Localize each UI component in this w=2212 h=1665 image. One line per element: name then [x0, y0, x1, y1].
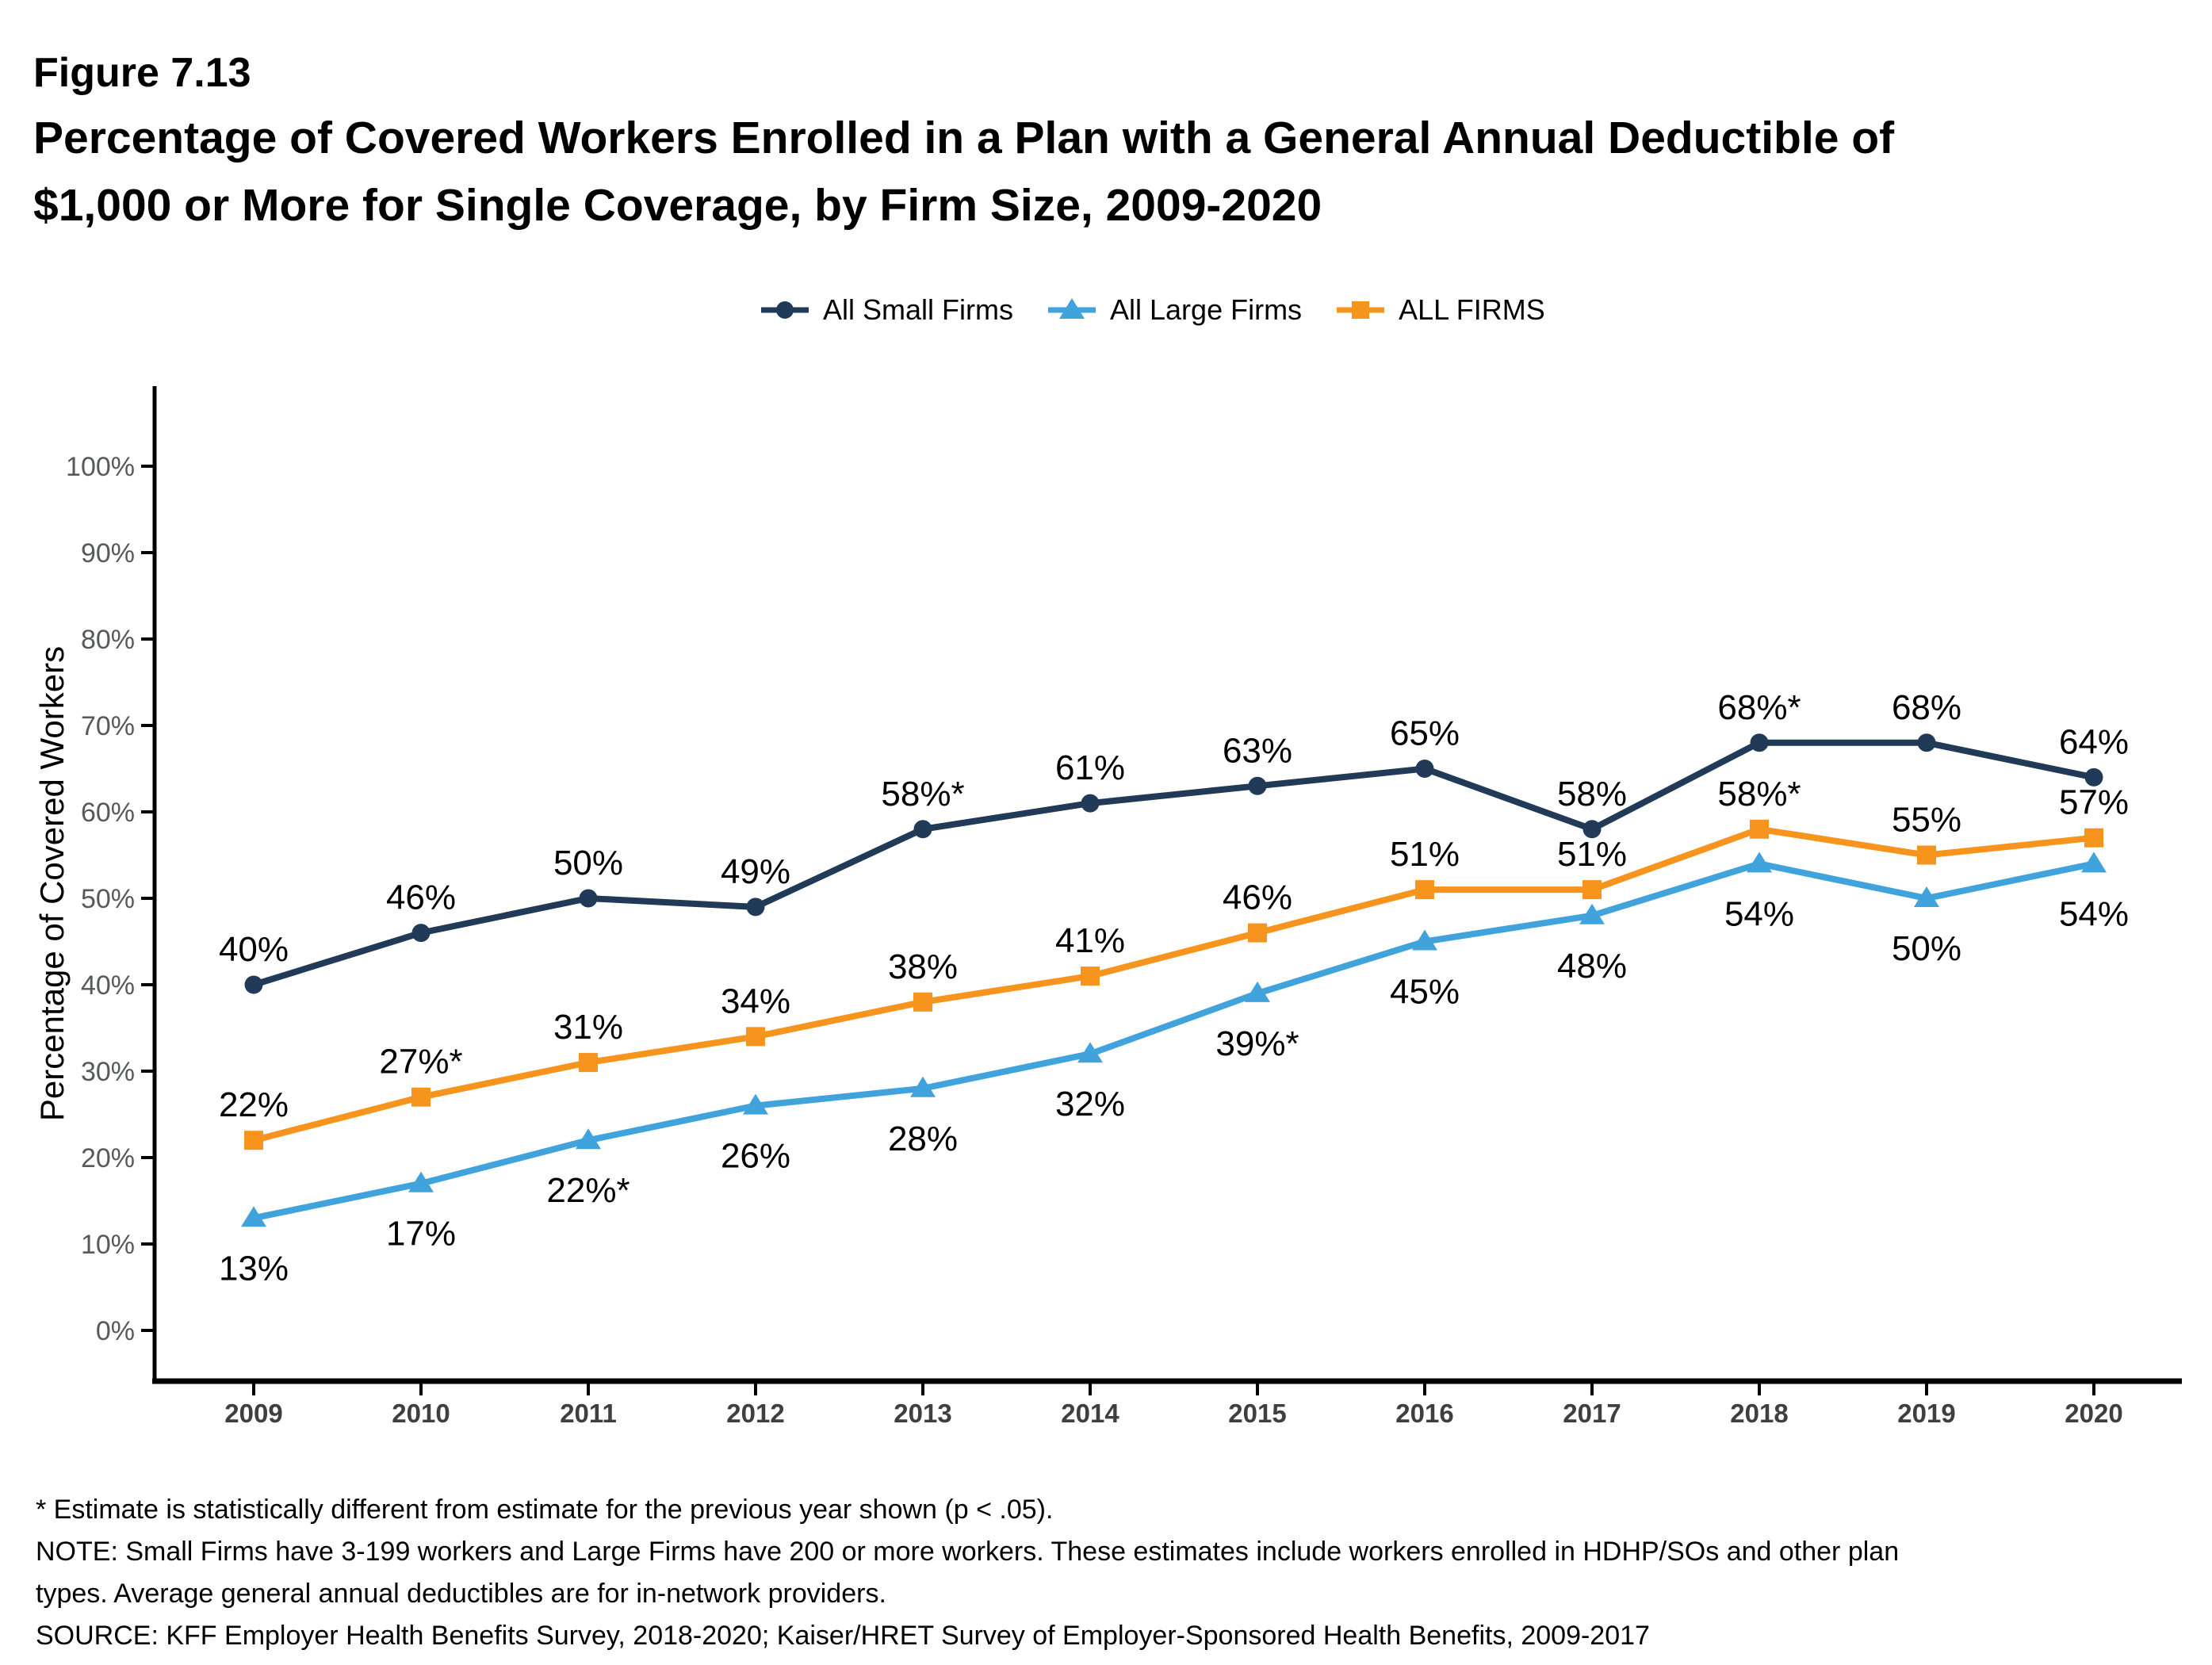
series-labels — [219, 775, 2129, 1124]
data-point-label: 50% — [1891, 929, 1962, 968]
data-point-label: 49% — [720, 852, 791, 891]
data-point-marker — [914, 820, 932, 838]
data-point-label: 68%* — [1717, 687, 1801, 727]
footnotes — [36, 1489, 1899, 1657]
x-tick-label: 2020 — [2065, 1399, 2123, 1428]
asterisk-note: * Estimate is statistically different from estimate for the previous year shown (p < .05). — [36, 1495, 1054, 1525]
data-point-label: 61% — [1054, 748, 1126, 788]
series-labels — [219, 688, 2129, 969]
data-point-label: 26% — [720, 1136, 791, 1176]
legend-label: All Large Firms — [1110, 293, 1303, 326]
x-tick-label: 2013 — [894, 1399, 952, 1428]
data-point-marker — [1249, 777, 1267, 795]
data-point-label: 40% — [218, 930, 289, 969]
x-tick-label: 2010 — [392, 1399, 450, 1428]
data-point-label: 22% — [218, 1085, 289, 1125]
data-point-marker — [1751, 733, 1769, 752]
data-point-label: 63% — [1222, 731, 1293, 771]
data-point-label: 28% — [887, 1119, 959, 1158]
source-note: SOURCE: KFF Employer Health Benefits Survey, 2018-2020; Kaiser/HRET Survey of Employer-Sponsored Health Benefits, 2009-2017 — [36, 1621, 1650, 1651]
data-point-label: 34% — [720, 982, 791, 1021]
series-all-firms — [244, 820, 2103, 1150]
data-point-label: 54% — [2058, 894, 2130, 934]
data-point-marker — [1917, 846, 1936, 865]
data-point-marker — [1918, 733, 1936, 752]
x-tick-label: 2018 — [1730, 1399, 1789, 1428]
data-point-label: 41% — [1054, 921, 1126, 961]
data-point-marker — [1081, 794, 1100, 813]
note-line-1: NOTE: Small Firms have 3-199 workers and Large Firms have 200 or more workers. These estimates include workers enrolled in HDHP/SOs and other plan — [36, 1537, 1900, 1567]
x-tick-label: 2009 — [224, 1399, 283, 1428]
data-point-label: 38% — [887, 947, 959, 986]
data-point-marker — [1747, 852, 1772, 872]
data-point-marker — [747, 898, 765, 916]
figure-label: Figure 7.13 — [33, 50, 251, 96]
data-point-label: 32% — [1054, 1085, 1126, 1124]
data-point-label: 31% — [553, 1008, 624, 1047]
y-tick-label: 10% — [80, 1230, 135, 1260]
data-point-marker — [1750, 820, 1769, 839]
data-point-marker — [2081, 852, 2107, 872]
x-tick-label: 2017 — [1563, 1399, 1621, 1428]
data-point-marker — [412, 924, 431, 942]
data-point-label: 64% — [2058, 722, 2130, 762]
data-point-label: 46% — [1222, 878, 1293, 917]
data-point-marker — [579, 1053, 598, 1072]
y-tick-label: 30% — [80, 1057, 135, 1087]
series-line — [254, 743, 2094, 985]
data-point-label: 17% — [385, 1214, 457, 1254]
x-tick-label: 2011 — [560, 1399, 617, 1428]
y-axis-title: Percentage of Covered Workers — [33, 645, 71, 1122]
data-point-label: 55% — [1891, 800, 1962, 840]
data-point-label: 13% — [218, 1249, 289, 1288]
x-tick-label: 2016 — [1395, 1399, 1454, 1428]
y-tick-label: 70% — [80, 711, 135, 741]
data-point-marker — [580, 890, 598, 908]
y-axis — [33, 386, 155, 1381]
data-point-marker — [1081, 966, 1100, 986]
y-tick-label: 100% — [66, 452, 135, 482]
data-point-label: 51% — [1556, 835, 1628, 875]
data-point-label: 46% — [385, 878, 457, 917]
data-point-marker — [245, 976, 263, 994]
y-tick-label: 80% — [80, 625, 135, 655]
data-point-marker — [411, 1088, 431, 1107]
data-point-marker — [1582, 880, 1602, 899]
data-point-label: 27%* — [379, 1042, 463, 1081]
data-point-label: 58%* — [1717, 774, 1801, 813]
data-point-label: 68% — [1891, 687, 1962, 727]
data-point-marker — [1248, 924, 1267, 943]
y-tick-label: 60% — [80, 798, 135, 828]
data-point-marker — [2084, 829, 2103, 848]
data-point-marker — [1415, 880, 1434, 899]
x-tick-label: 2014 — [1061, 1399, 1119, 1428]
figure-title-line-1: Percentage of Covered Workers Enrolled in a Plan with a General Annual Deductible of — [33, 113, 1895, 163]
x-axis — [152, 1381, 2182, 1428]
y-tick-label: 90% — [80, 538, 135, 568]
figure-title-line-2: $1,000 or More for Single Coverage, by Firm Size, 2009-2020 — [33, 180, 1322, 231]
data-point-marker — [1416, 760, 1434, 778]
data-point-label: 58% — [1556, 774, 1628, 813]
x-tick-label: 2019 — [1897, 1399, 1956, 1428]
x-tick-label: 2015 — [1228, 1399, 1287, 1428]
data-point-label: 57% — [2058, 783, 2130, 822]
data-point-marker — [746, 1027, 765, 1046]
series-all-large-firms — [241, 852, 2107, 1227]
y-tick-label: 40% — [80, 970, 135, 1001]
y-tick-label: 0% — [95, 1316, 135, 1346]
data-point-label: 22%* — [546, 1171, 630, 1211]
data-point-label: 65% — [1389, 714, 1460, 753]
y-tick-label: 20% — [80, 1143, 135, 1173]
data-point-label: 58%* — [881, 774, 965, 813]
series-line — [254, 863, 2094, 1218]
data-point-label: 54% — [1724, 894, 1795, 934]
data-point-label: 50% — [553, 844, 624, 882]
data-point-label: 48% — [1556, 946, 1628, 986]
data-point-marker — [913, 993, 932, 1012]
y-tick-label: 50% — [80, 884, 135, 914]
legend-label: ALL FIRMS — [1399, 293, 1545, 326]
legend-label: All Small Firms — [823, 293, 1013, 326]
data-point-label: 45% — [1389, 972, 1460, 1012]
data-point-label: 51% — [1389, 835, 1460, 875]
x-tick-label: 2012 — [726, 1399, 785, 1428]
data-point-marker — [244, 1131, 263, 1150]
data-point-label: 39%* — [1215, 1024, 1299, 1063]
note-line-2: types. Average general annual deductibles are for in-network providers. — [36, 1579, 886, 1609]
